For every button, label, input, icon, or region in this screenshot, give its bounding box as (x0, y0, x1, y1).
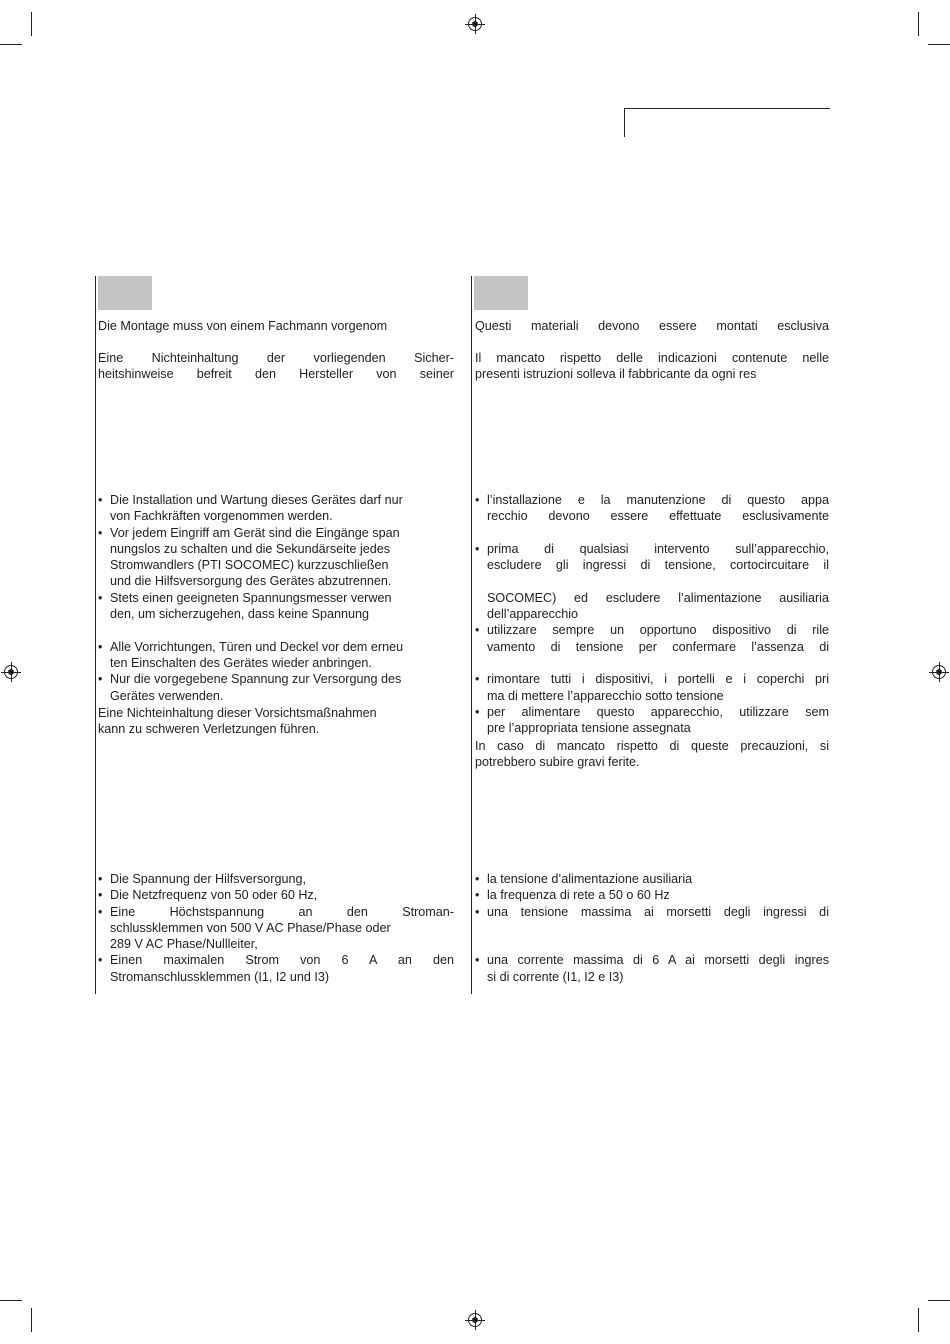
registration-mark-bottom-icon (468, 1313, 482, 1327)
italian-intro: Questi materiali devono essere montati esclusiva (475, 319, 829, 333)
crop-mark-top-right-v (918, 12, 919, 36)
german-disclaimer-line-1: Eine Nichteinhaltung der vorliegenden Sicher- (98, 351, 454, 365)
german-spec-list (98, 871, 454, 985)
list-item: • una corrente massima di 6 A ai morsetti degli ingres si di corrente (I1, I2 e I3) (475, 952, 829, 985)
list-item: • Alle Vorrichtungen, Türen und Deckel vor dem erneu ten Einschalten des Gerätes wieder anbringen. (98, 639, 454, 672)
crop-mark-bottom-right-h (928, 1300, 950, 1301)
list-item: • rimontare tutti i dispositivi, i portelli e i coperchi pri ma di mettere l’apparecchio sotto tensione (475, 671, 829, 704)
crop-mark-top-left-h (0, 44, 22, 45)
list-item: • Eine Höchstspannung an den Stroman- schlussklemmen von 500 V AC Phase/Phase oder 289 V AC Phase/Nullleiter, (98, 904, 454, 953)
list-item: • Die Netzfrequenz von 50 oder 60 Hz, (98, 887, 454, 903)
italian-disclaimer-line-1: Il mancato rispetto delle indicazioni contenute nelle (475, 351, 829, 365)
italian-column (475, 318, 829, 334)
italian-spec-list (475, 871, 829, 985)
italian-disclaimer-line-2: presenti istruzioni solleva il fabbricante da ogni res (475, 367, 757, 382)
italian-safety-list (475, 492, 829, 736)
list-item: • Stets einen geeigneten Spannungsmesser verwen den, um sicherzugehen, dass keine Spannung (98, 590, 454, 639)
header-bracket-side (624, 108, 625, 137)
italian-language-tab (474, 276, 528, 310)
list-item: • prima di qualsiasi intervento sull’apparecchio, escludere gli ingressi di tensione, cortocircuitare il SOCOMEC) ed escludere l’alimentazione ausiliaria dell’apparecchio (475, 541, 829, 622)
list-item: • la tensione d’alimentazione ausiliaria (475, 871, 829, 887)
german-warning: Eine Nichteinhaltung dieser Vorsichtsmaßnahmen kann zu schweren Verletzungen führen. (98, 706, 377, 737)
crop-mark-bottom-right-v (918, 1308, 919, 1332)
crop-mark-top-left-v (31, 12, 32, 36)
german-intro: Die Montage muss von einem Fachmann vorgenom (98, 319, 388, 333)
crop-mark-bottom-left-h (0, 1300, 22, 1301)
list-item: • per alimentare questo apparecchio, utilizzare sem pre l’appropriata tensione assegnata (475, 704, 829, 737)
german-column-rule (95, 276, 96, 994)
list-item: • Nur die vorgegebene Spannung zur Versorgung des Gerätes verwenden. (98, 671, 454, 704)
list-item: • Die Installation und Wartung dieses Gerätes darf nur von Fachkräften vorgenommen werden. (98, 492, 454, 525)
german-language-tab (98, 276, 152, 310)
list-item: • Vor jedem Eingriff am Gerät sind die Eingänge span nungslos zu schalten und die Sekundärseite jedes Stromwandlers (PTI SOCOMEC) kurzzuschließen und die Hilfsversorgung des Gerätes abzutrennen. (98, 525, 454, 590)
italian-column-rule (471, 276, 472, 994)
registration-mark-left-icon (4, 665, 18, 679)
crop-mark-bottom-left-v (31, 1308, 32, 1332)
list-item: • una tensione massima ai morsetti degli ingressi di (475, 904, 829, 953)
list-item: • l’installazione e la manutenzione di questo appa recchio devono essere effettuate esclusivamente (475, 492, 829, 541)
crop-mark-top-right-h (928, 44, 950, 45)
list-item: • la frequenza di rete a 50 o 60 Hz (475, 887, 829, 903)
list-item: • Einen maximalen Strom von 6 A an den Stromanschlussklemmen (I1, I2 und I3) (98, 952, 454, 985)
registration-mark-right-icon (932, 665, 946, 679)
german-safety-list (98, 492, 454, 704)
german-column (98, 318, 454, 334)
german-disclaimer-line-2: heitshinweise befreit den Hersteller von seiner (98, 367, 454, 382)
list-item: • Die Spannung der Hilfsversorgung, (98, 871, 454, 887)
registration-mark-top-icon (468, 17, 482, 31)
header-bracket-top (624, 108, 830, 109)
list-item: • utilizzare sempre un opportuno dispositivo di rile vamento di tensione per confermare l’assenza di (475, 622, 829, 671)
german-disclaimer (98, 350, 454, 383)
italian-warning: In caso di mancato rispetto di queste precauzioni, si potrebbero subire gravi ferite. (475, 739, 829, 770)
italian-disclaimer (475, 350, 829, 383)
